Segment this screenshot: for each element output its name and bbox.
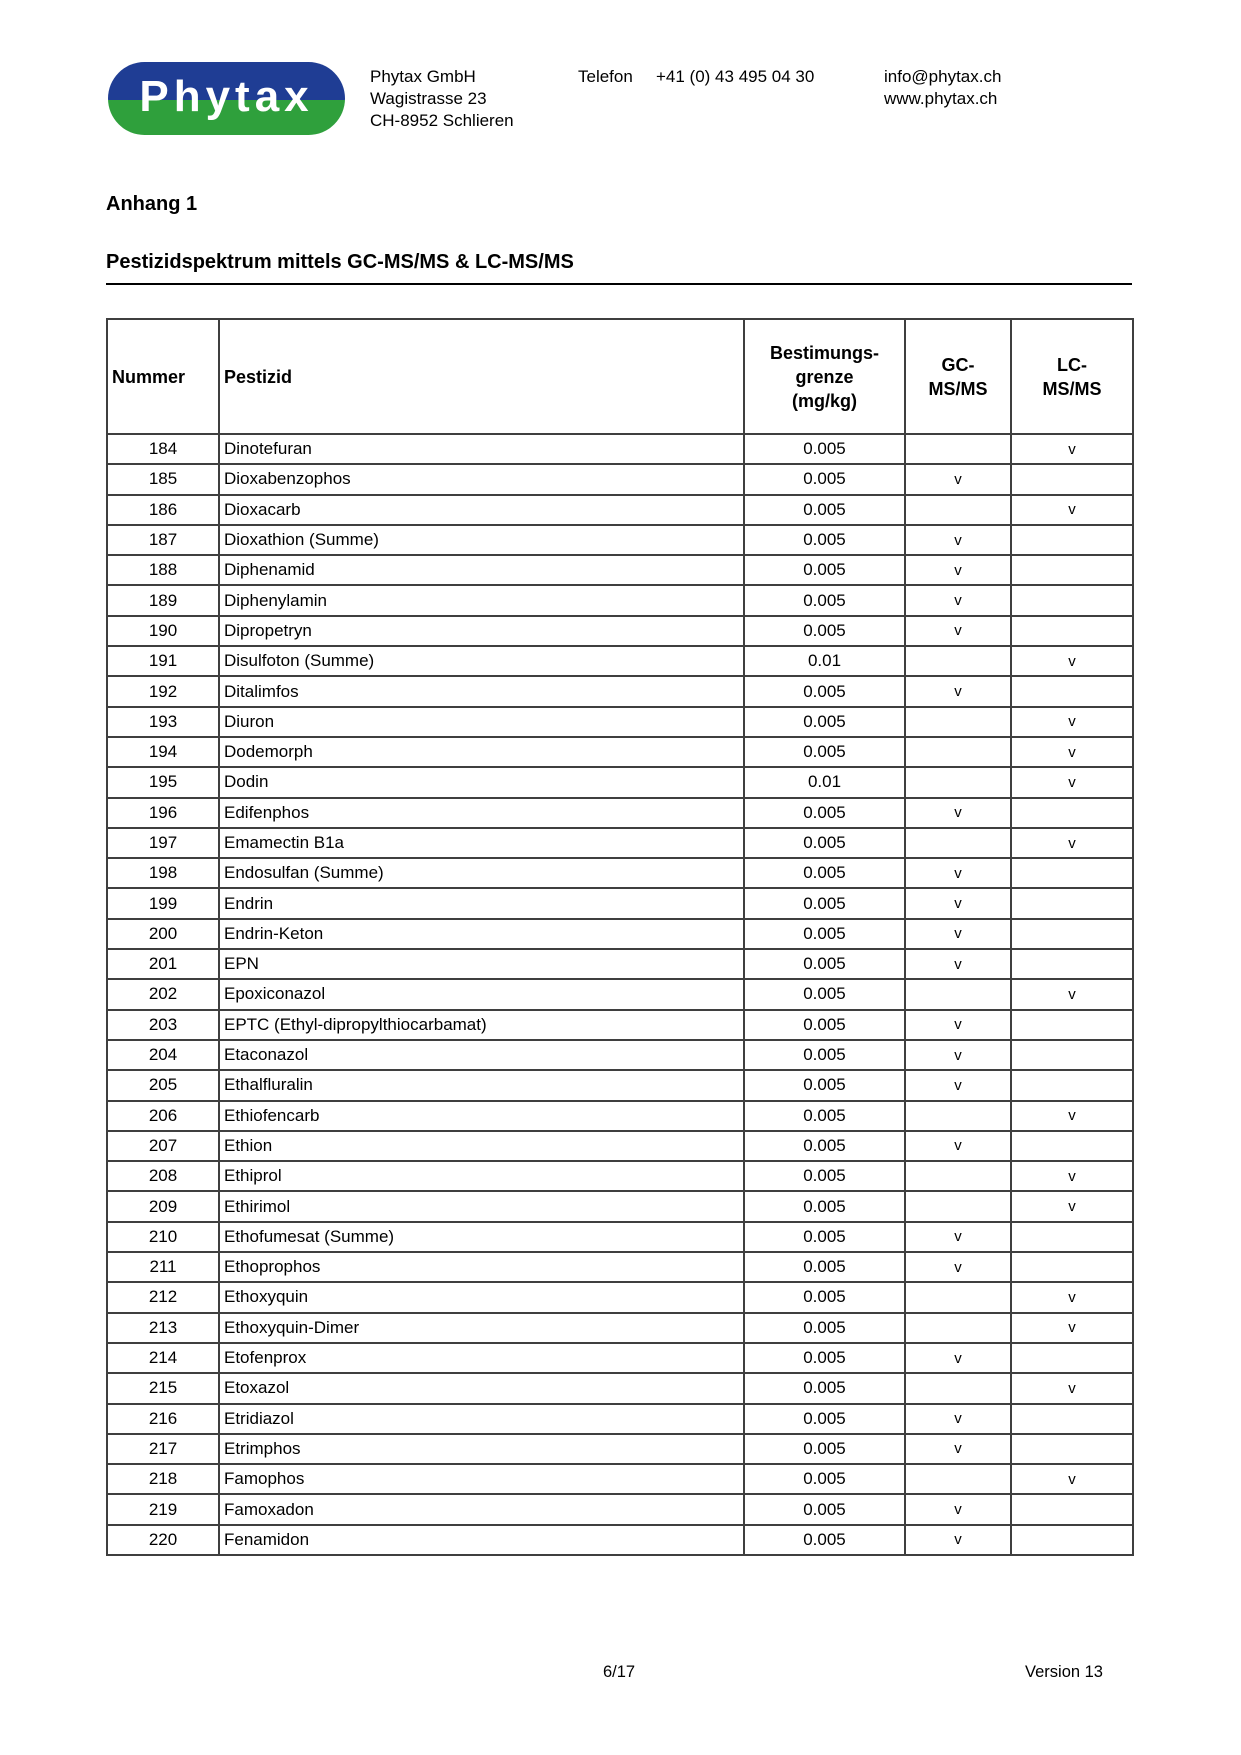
row-pesticide: Diuron — [219, 707, 744, 737]
row-limit: 0.005 — [744, 1252, 905, 1282]
row-lc-check: v — [1011, 434, 1133, 464]
row-lc-check: v — [1011, 767, 1133, 797]
row-gc-check: v — [905, 525, 1011, 555]
row-gc-check — [905, 1191, 1011, 1221]
row-limit: 0.005 — [744, 1525, 905, 1555]
row-number: 191 — [107, 646, 219, 676]
row-pesticide: Ethoprophos — [219, 1252, 744, 1282]
row-pesticide: Ethoxyquin — [219, 1282, 744, 1312]
row-number: 212 — [107, 1282, 219, 1312]
row-pesticide: Epoxiconazol — [219, 979, 744, 1009]
row-pesticide: Ethirimol — [219, 1191, 744, 1221]
table-row — [107, 1282, 1133, 1312]
row-lc-check — [1011, 1434, 1133, 1464]
table-row — [107, 585, 1133, 615]
row-number: 205 — [107, 1070, 219, 1100]
row-limit: 0.005 — [744, 1101, 905, 1131]
row-limit: 0.005 — [744, 707, 905, 737]
row-gc-check: v — [905, 1343, 1011, 1373]
row-lc-check — [1011, 858, 1133, 888]
row-limit: 0.005 — [744, 676, 905, 706]
row-pesticide: Etrimphos — [219, 1434, 744, 1464]
table-row — [107, 919, 1133, 949]
version-label: Version 13 — [1025, 1663, 1103, 1681]
company-address — [370, 66, 514, 132]
table-row — [107, 1404, 1133, 1434]
row-gc-check: v — [905, 1252, 1011, 1282]
email-address: info@phytax.ch — [884, 67, 1002, 86]
row-number: 207 — [107, 1131, 219, 1161]
row-limit: 0.005 — [744, 495, 905, 525]
row-pesticide: Etoxazol — [219, 1373, 744, 1403]
row-pesticide: Dioxacarb — [219, 495, 744, 525]
row-limit: 0.005 — [744, 798, 905, 828]
row-gc-check — [905, 495, 1011, 525]
row-gc-check: v — [905, 555, 1011, 585]
table-row — [107, 1434, 1133, 1464]
row-pesticide: Famoxadon — [219, 1494, 744, 1524]
row-lc-check — [1011, 1404, 1133, 1434]
row-number: 195 — [107, 767, 219, 797]
row-pesticide: Diphenylamin — [219, 585, 744, 615]
row-number: 215 — [107, 1373, 219, 1403]
row-number: 198 — [107, 858, 219, 888]
row-limit: 0.005 — [744, 1313, 905, 1343]
table-row — [107, 1010, 1133, 1040]
row-limit: 0.005 — [744, 1040, 905, 1070]
row-limit: 0.005 — [744, 464, 905, 494]
row-limit: 0.005 — [744, 616, 905, 646]
row-number: 189 — [107, 585, 219, 615]
table-row — [107, 1161, 1133, 1191]
row-limit: 0.005 — [744, 1282, 905, 1312]
table-header — [107, 319, 1133, 434]
row-number: 185 — [107, 464, 219, 494]
row-gc-check: v — [905, 1131, 1011, 1161]
row-lc-check: v — [1011, 707, 1133, 737]
row-limit: 0.005 — [744, 888, 905, 918]
row-number: 211 — [107, 1252, 219, 1282]
row-pesticide: Ethoxyquin-Dimer — [219, 1313, 744, 1343]
row-lc-check — [1011, 1343, 1133, 1373]
row-limit: 0.005 — [744, 1191, 905, 1221]
row-lc-check — [1011, 676, 1133, 706]
row-limit: 0.005 — [744, 434, 905, 464]
row-lc-check: v — [1011, 979, 1133, 1009]
table-row — [107, 525, 1133, 555]
row-pesticide: Fenamidon — [219, 1525, 744, 1555]
row-number: 204 — [107, 1040, 219, 1070]
table-row — [107, 1191, 1133, 1221]
table-row — [107, 1131, 1133, 1161]
pesticide-table-body — [107, 434, 1133, 1555]
row-limit: 0.01 — [744, 767, 905, 797]
table-row — [107, 1252, 1133, 1282]
row-gc-check — [905, 1101, 1011, 1131]
row-number: 219 — [107, 1494, 219, 1524]
row-pesticide: Endrin-Keton — [219, 919, 744, 949]
table-row — [107, 464, 1133, 494]
row-number: 184 — [107, 434, 219, 464]
phone-number: +41 (0) 43 495 04 30 — [656, 67, 815, 86]
logo-text: Phytax — [139, 71, 314, 121]
row-pesticide: Famophos — [219, 1464, 744, 1494]
table-row — [107, 858, 1133, 888]
row-pesticide: Dinotefuran — [219, 434, 744, 464]
row-limit: 0.005 — [744, 858, 905, 888]
row-number: 213 — [107, 1313, 219, 1343]
row-pesticide: Endrin — [219, 888, 744, 918]
row-lc-check — [1011, 555, 1133, 585]
row-pesticide: Edifenphos — [219, 798, 744, 828]
table-row — [107, 979, 1133, 1009]
row-gc-check — [905, 1313, 1011, 1343]
row-gc-check — [905, 737, 1011, 767]
row-number: 196 — [107, 798, 219, 828]
row-lc-check: v — [1011, 1464, 1133, 1494]
row-lc-check — [1011, 919, 1133, 949]
row-number: 190 — [107, 616, 219, 646]
column-header-pesticide: Pestizid — [219, 319, 744, 434]
row-pesticide: Ethiprol — [219, 1161, 744, 1191]
row-limit: 0.005 — [744, 1070, 905, 1100]
row-pesticide: EPTC (Ethyl-dipropylthiocarbamat) — [219, 1010, 744, 1040]
row-lc-check — [1011, 1131, 1133, 1161]
row-limit: 0.005 — [744, 525, 905, 555]
row-number: 186 — [107, 495, 219, 525]
phone-label: Telefon — [578, 67, 633, 86]
row-pesticide: Etridiazol — [219, 1404, 744, 1434]
row-number: 209 — [107, 1191, 219, 1221]
table-row — [107, 828, 1133, 858]
row-limit: 0.01 — [744, 646, 905, 676]
column-header-gc-msms: GC- MS/MS — [905, 319, 1011, 434]
row-gc-check — [905, 1373, 1011, 1403]
row-limit: 0.005 — [744, 585, 905, 615]
table-row — [107, 616, 1133, 646]
table-row — [107, 1464, 1133, 1494]
row-lc-check — [1011, 949, 1133, 979]
row-lc-check: v — [1011, 1282, 1133, 1312]
table-row — [107, 949, 1133, 979]
company-city: CH-8952 Schlieren — [370, 111, 514, 130]
row-pesticide: Etofenprox — [219, 1343, 744, 1373]
table-row — [107, 555, 1133, 585]
table-row — [107, 798, 1133, 828]
column-header-lc-msms: LC- MS/MS — [1011, 319, 1133, 434]
website-url: www.phytax.ch — [884, 89, 998, 108]
row-lc-check: v — [1011, 1101, 1133, 1131]
row-limit: 0.005 — [744, 1010, 905, 1040]
row-lc-check: v — [1011, 646, 1133, 676]
table-row — [107, 1494, 1133, 1524]
row-number: 199 — [107, 888, 219, 918]
row-gc-check: v — [905, 1070, 1011, 1100]
row-pesticide: Dioxabenzophos — [219, 464, 744, 494]
row-limit: 0.005 — [744, 1161, 905, 1191]
row-limit: 0.005 — [744, 979, 905, 1009]
row-number: 217 — [107, 1434, 219, 1464]
row-gc-check: v — [905, 1525, 1011, 1555]
contact-block — [884, 66, 1001, 110]
row-pesticide: Ethion — [219, 1131, 744, 1161]
row-gc-check: v — [905, 1434, 1011, 1464]
row-gc-check: v — [905, 464, 1011, 494]
row-pesticide: Emamectin B1a — [219, 828, 744, 858]
row-gc-check: v — [905, 888, 1011, 918]
row-lc-check — [1011, 888, 1133, 918]
row-gc-check — [905, 767, 1011, 797]
row-gc-check: v — [905, 858, 1011, 888]
row-lc-check — [1011, 1040, 1133, 1070]
row-limit: 0.005 — [744, 1373, 905, 1403]
row-number: 187 — [107, 525, 219, 555]
row-lc-check: v — [1011, 1313, 1133, 1343]
table-row — [107, 1070, 1133, 1100]
row-lc-check: v — [1011, 828, 1133, 858]
row-gc-check — [905, 646, 1011, 676]
row-gc-check — [905, 707, 1011, 737]
page-number: 6/17 — [602, 1663, 636, 1681]
row-lc-check — [1011, 585, 1133, 615]
row-pesticide: Ditalimfos — [219, 676, 744, 706]
row-gc-check: v — [905, 1010, 1011, 1040]
row-lc-check — [1011, 798, 1133, 828]
row-number: 208 — [107, 1161, 219, 1191]
row-gc-check: v — [905, 616, 1011, 646]
company-street: Wagistrasse 23 — [370, 89, 487, 108]
row-lc-check — [1011, 616, 1133, 646]
row-gc-check: v — [905, 949, 1011, 979]
row-limit: 0.005 — [744, 1131, 905, 1161]
table-row — [107, 737, 1133, 767]
table-row — [107, 676, 1133, 706]
row-pesticide: Disulfoton (Summe) — [219, 646, 744, 676]
table-row — [107, 1343, 1133, 1373]
row-number: 188 — [107, 555, 219, 585]
row-number: 193 — [107, 707, 219, 737]
row-pesticide: Endosulfan (Summe) — [219, 858, 744, 888]
row-lc-check — [1011, 1252, 1133, 1282]
row-limit: 0.005 — [744, 919, 905, 949]
row-gc-check: v — [905, 676, 1011, 706]
row-pesticide: Dipropetryn — [219, 616, 744, 646]
table-row — [107, 1040, 1133, 1070]
row-gc-check — [905, 1161, 1011, 1191]
company-name: Phytax GmbH — [370, 67, 476, 86]
table-row — [107, 767, 1133, 797]
row-gc-check: v — [905, 919, 1011, 949]
table-row — [107, 646, 1133, 676]
row-lc-check: v — [1011, 1373, 1133, 1403]
row-number: 200 — [107, 919, 219, 949]
row-pesticide: EPN — [219, 949, 744, 979]
section-title: Pestizidspektrum mittels GC-MS/MS & LC-MS/MS — [106, 251, 1132, 285]
row-number: 194 — [107, 737, 219, 767]
row-gc-check — [905, 434, 1011, 464]
row-number: 192 — [107, 676, 219, 706]
row-number: 203 — [107, 1010, 219, 1040]
row-gc-check: v — [905, 585, 1011, 615]
row-limit: 0.005 — [744, 1343, 905, 1373]
row-pesticide: Dioxathion (Summe) — [219, 525, 744, 555]
row-pesticide: Ethiofencarb — [219, 1101, 744, 1131]
row-limit: 0.005 — [744, 1222, 905, 1252]
row-lc-check — [1011, 1494, 1133, 1524]
row-lc-check: v — [1011, 737, 1133, 767]
row-limit: 0.005 — [744, 1494, 905, 1524]
row-gc-check — [905, 1282, 1011, 1312]
row-lc-check — [1011, 1070, 1133, 1100]
row-number: 201 — [107, 949, 219, 979]
table-row — [107, 1525, 1133, 1555]
row-limit: 0.005 — [744, 1404, 905, 1434]
row-lc-check — [1011, 1222, 1133, 1252]
row-number: 214 — [107, 1343, 219, 1373]
row-pesticide: Dodin — [219, 767, 744, 797]
row-limit: 0.005 — [744, 828, 905, 858]
row-gc-check: v — [905, 1494, 1011, 1524]
row-gc-check — [905, 1464, 1011, 1494]
row-gc-check: v — [905, 798, 1011, 828]
row-limit: 0.005 — [744, 949, 905, 979]
row-pesticide: Diphenamid — [219, 555, 744, 585]
row-gc-check: v — [905, 1040, 1011, 1070]
table-row — [107, 434, 1133, 464]
row-lc-check — [1011, 1010, 1133, 1040]
row-limit: 0.005 — [744, 555, 905, 585]
row-lc-check: v — [1011, 495, 1133, 525]
table-row — [107, 1313, 1133, 1343]
row-lc-check — [1011, 1525, 1133, 1555]
row-limit: 0.005 — [744, 1434, 905, 1464]
column-header-number: Nummer — [107, 319, 219, 434]
row-pesticide: Ethofumesat (Summe) — [219, 1222, 744, 1252]
pesticide-table — [106, 318, 1134, 1556]
row-pesticide: Dodemorph — [219, 737, 744, 767]
column-header-limit: Bestimungs- grenze (mg/kg) — [744, 319, 905, 434]
phytax-logo — [108, 62, 345, 135]
row-lc-check: v — [1011, 1191, 1133, 1221]
row-gc-check — [905, 979, 1011, 1009]
row-lc-check: v — [1011, 1161, 1133, 1191]
row-number: 216 — [107, 1404, 219, 1434]
table-row — [107, 1222, 1133, 1252]
table-row — [107, 888, 1133, 918]
row-number: 210 — [107, 1222, 219, 1252]
row-lc-check — [1011, 525, 1133, 555]
row-number: 197 — [107, 828, 219, 858]
row-gc-check: v — [905, 1222, 1011, 1252]
table-row — [107, 1373, 1133, 1403]
table-row — [107, 707, 1133, 737]
row-pesticide: Etaconazol — [219, 1040, 744, 1070]
row-number: 206 — [107, 1101, 219, 1131]
page-title: Anhang 1 — [106, 193, 198, 215]
table-row — [107, 495, 1133, 525]
row-lc-check — [1011, 464, 1133, 494]
row-gc-check: v — [905, 1404, 1011, 1434]
row-limit: 0.005 — [744, 1464, 905, 1494]
table-row — [107, 1101, 1133, 1131]
row-number: 220 — [107, 1525, 219, 1555]
row-number: 202 — [107, 979, 219, 1009]
row-limit: 0.005 — [744, 737, 905, 767]
row-number: 218 — [107, 1464, 219, 1494]
row-pesticide: Ethalfluralin — [219, 1070, 744, 1100]
row-gc-check — [905, 828, 1011, 858]
